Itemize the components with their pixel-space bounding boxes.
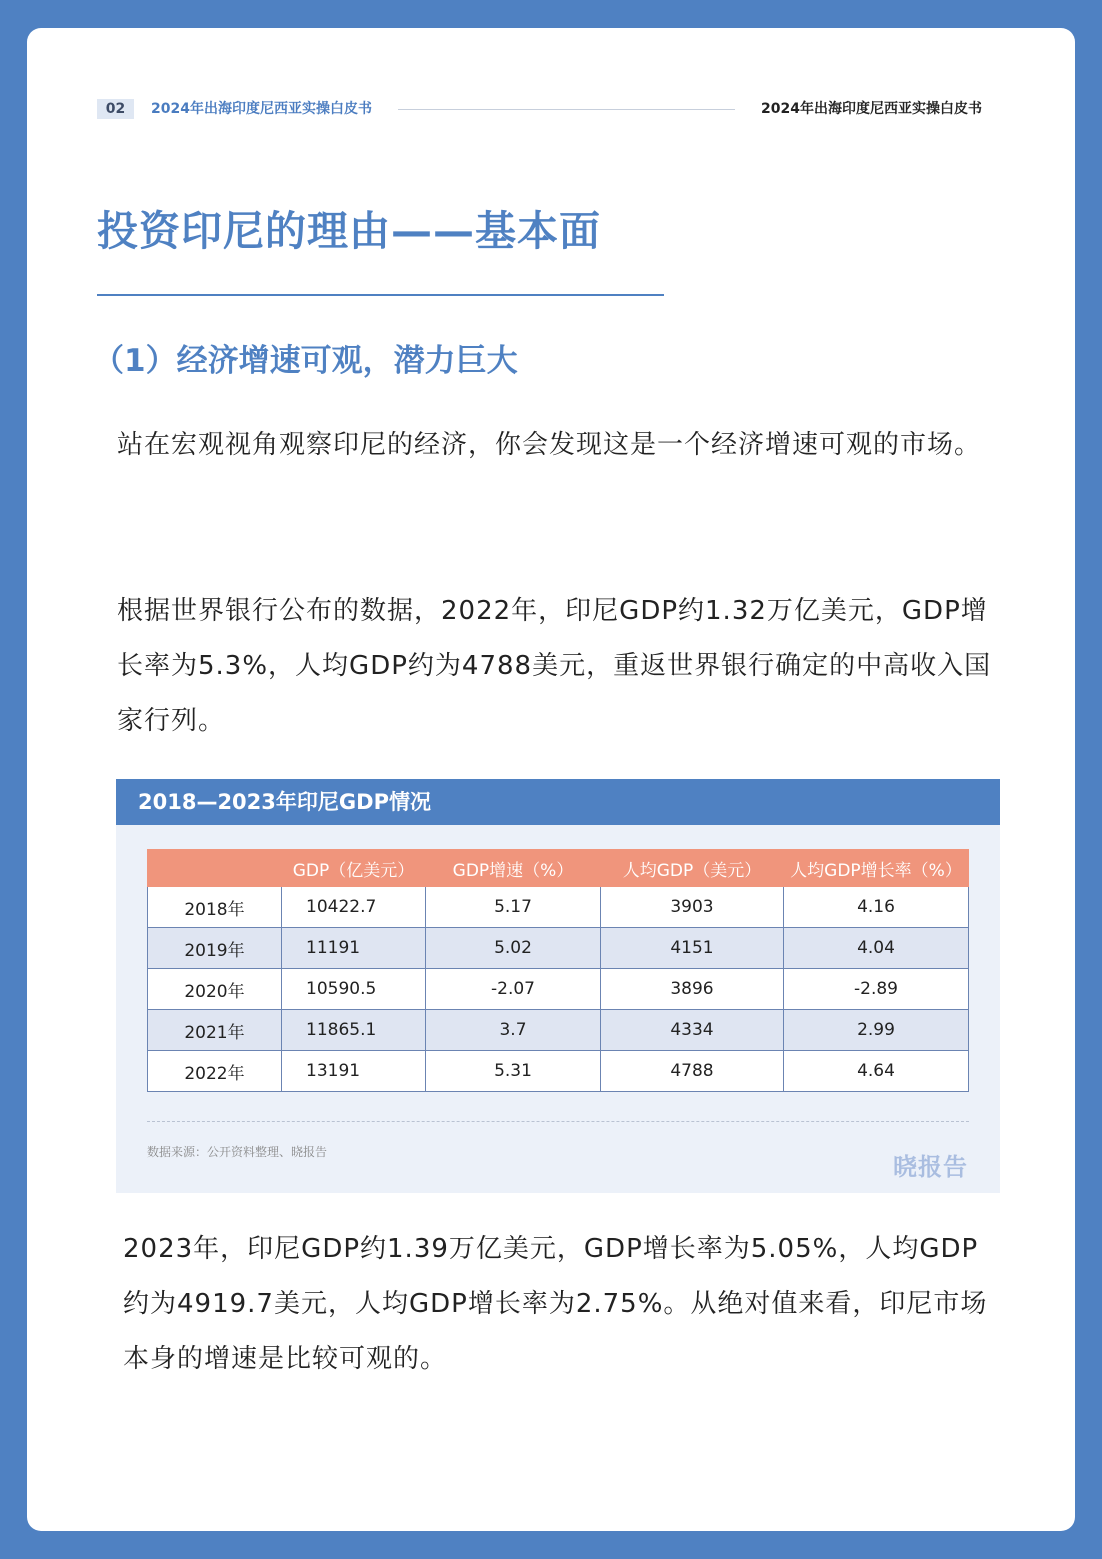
gdp-per-capita-cell: 4151 [601, 928, 784, 969]
gdp-cell: 11865.1 [282, 1010, 426, 1051]
gdp-cell: 10422.7 [282, 887, 426, 928]
gdp-per-capita-cell: 4334 [601, 1010, 784, 1051]
figure-title: 2018—2023年印尼GDP情况 [116, 779, 1000, 825]
source-divider [147, 1121, 969, 1122]
page-title: 投资印尼的理由——基本面 [97, 207, 601, 255]
gdp-table [147, 849, 969, 1092]
table-header-cell: 人均GDP（美元） [601, 850, 784, 887]
gdp-table-figure [116, 779, 1000, 1193]
table-header-row [148, 850, 969, 887]
gdp-per-capita-cell: 4788 [601, 1051, 784, 1092]
paragraph-intro: 站在宏观视角观察印尼的经济，你会发现这是一个经济增速可观的市场。 [117, 430, 982, 460]
gdp-growth-cell: 3.7 [426, 1010, 601, 1051]
gdp-cell: 13191 [282, 1051, 426, 1092]
section-title: （1）经济增速可观，潜力巨大 [93, 343, 518, 379]
table-header-cell: GDP（亿美元） [282, 850, 426, 887]
gdp-per-capita-cell: 3896 [601, 969, 784, 1010]
header-divider [398, 109, 735, 110]
per-capita-growth-cell: 4.64 [784, 1051, 969, 1092]
header-doc-title-left: 2024年出海印度尼西亚实操白皮书 [151, 101, 372, 117]
gdp-growth-cell: 5.02 [426, 928, 601, 969]
table-header-cell: 人均GDP增长率（%） [784, 850, 969, 887]
per-capita-growth-cell: -2.89 [784, 969, 969, 1010]
data-source-note: 数据来源：公开资料整理、晓报告 [147, 1145, 328, 1159]
table-row [148, 887, 969, 928]
table-row [148, 928, 969, 969]
table-row [148, 969, 969, 1010]
gdp-cell: 10590.5 [282, 969, 426, 1010]
gdp-per-capita-cell: 3903 [601, 887, 784, 928]
page-sheet [27, 28, 1075, 1531]
gdp-growth-cell: -2.07 [426, 969, 601, 1010]
year-cell: 2022年 [148, 1051, 282, 1092]
year-cell: 2019年 [148, 928, 282, 969]
gdp-growth-cell: 5.17 [426, 887, 601, 928]
table-header-cell [148, 850, 282, 887]
table-header-cell: GDP增速（%） [426, 850, 601, 887]
table-row [148, 1010, 969, 1051]
header-doc-title-right: 2024年出海印度尼西亚实操白皮书 [761, 101, 982, 117]
paragraph-2022-gdp: 根据世界银行公布的数据，2022年，印尼GDP约1.32万亿美元，GDP增长率为5.3%，人均GDP约为4788美元，重返世界银行确定的中高收入国家行列。 [117, 596, 992, 736]
year-cell: 2018年 [148, 887, 282, 928]
brand-logo: 晓报告 [893, 1153, 968, 1181]
per-capita-growth-cell: 4.04 [784, 928, 969, 969]
page-number: 02 [97, 99, 134, 119]
per-capita-growth-cell: 4.16 [784, 887, 969, 928]
title-underline [97, 294, 664, 296]
year-cell: 2020年 [148, 969, 282, 1010]
table-row [148, 1051, 969, 1092]
paragraph-2023-gdp: 2023年，印尼GDP约1.39万亿美元，GDP增长率为5.05%，人均GDP约为4919.7美元，人均GDP增长率为2.75%。从绝对值来看，印尼市场本身的增速是比较可观的。 [123, 1234, 988, 1374]
per-capita-growth-cell: 2.99 [784, 1010, 969, 1051]
gdp-growth-cell: 5.31 [426, 1051, 601, 1092]
gdp-cell: 11191 [282, 928, 426, 969]
year-cell: 2021年 [148, 1010, 282, 1051]
